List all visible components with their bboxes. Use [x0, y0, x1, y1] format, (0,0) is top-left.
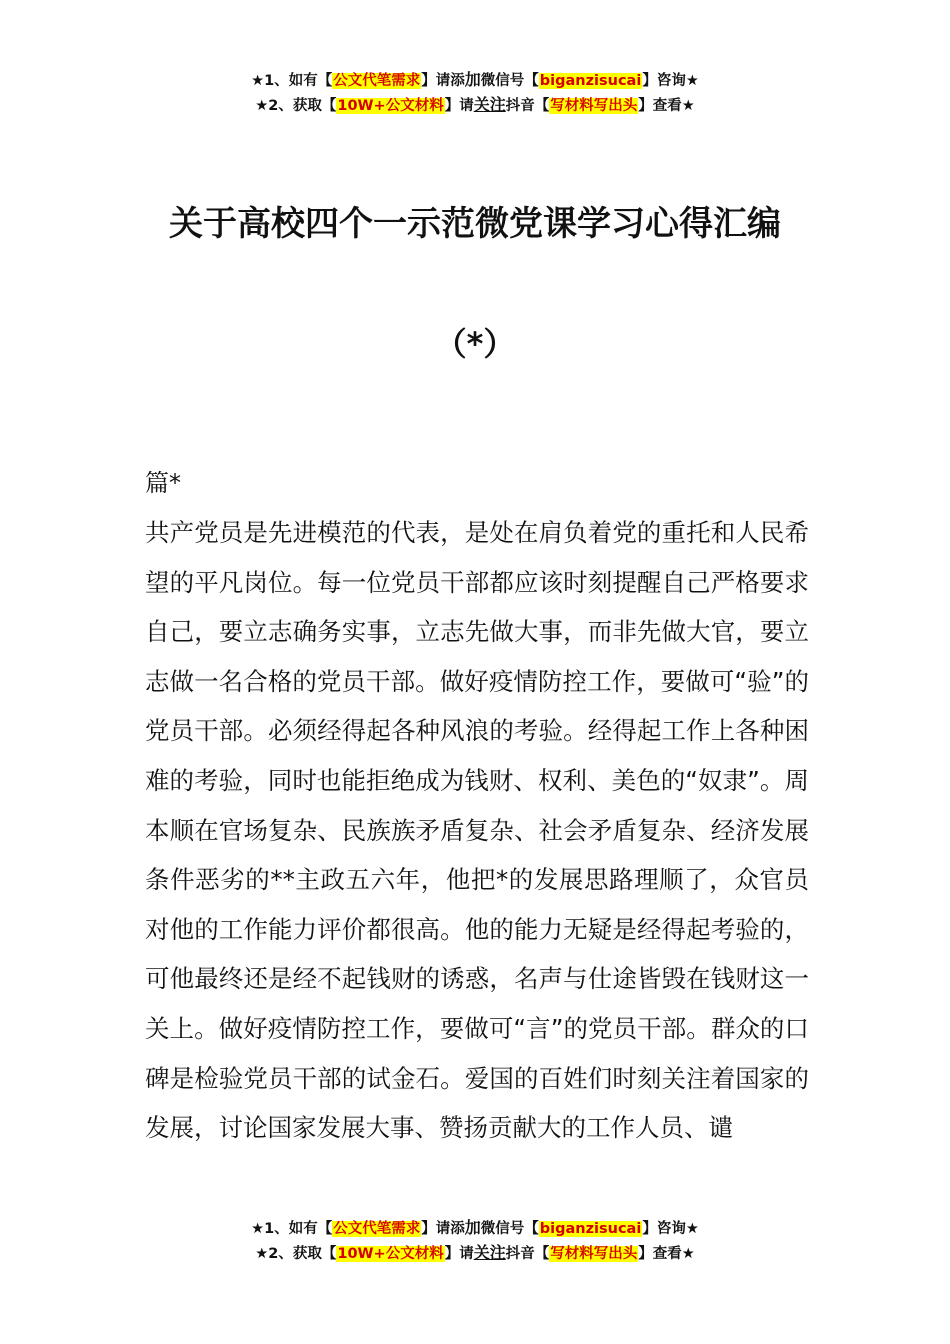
promo-banner-top — [0, 68, 950, 118]
promo-line-1 — [0, 1216, 950, 1241]
promo-text: 微信号【 — [480, 1221, 539, 1237]
promo-highlight-service: 公文代笔需求 — [333, 1221, 421, 1237]
promo-text: 关注 — [473, 95, 506, 114]
document-title: 关于高校四个一示范微党课学习心得汇编 — [169, 204, 781, 244]
promo-highlight-materials: 10W+公文材料 — [337, 1246, 444, 1262]
promo-text: 】咨询★ — [642, 1221, 699, 1237]
promo-line-2 — [0, 93, 950, 118]
promo-text: 】查看★ — [638, 1246, 695, 1262]
promo-line-2 — [0, 1241, 950, 1266]
promo-highlight-wechat-id: biganzisucai — [539, 1221, 642, 1237]
promo-text: 】请添 — [421, 1221, 465, 1237]
promo-text: ★1、如有【 — [251, 73, 333, 89]
promo-text: 】请 — [444, 98, 474, 114]
promo-text: 】请 — [444, 1246, 474, 1262]
promo-text: 关注 — [473, 1243, 506, 1262]
promo-text: 抖音【 — [505, 1246, 550, 1262]
section-heading: 篇* — [145, 469, 181, 497]
promo-banner-bottom — [0, 1216, 950, 1266]
document-subtitle: （*） — [434, 325, 516, 363]
promo-highlight-wechat-id: biganzisucai — [539, 73, 642, 89]
promo-text: ★2、获取【 — [255, 98, 337, 114]
promo-text: 抖音【 — [505, 98, 550, 114]
promo-text: 加 — [464, 1218, 481, 1237]
promo-highlight-service: 公文代笔需求 — [333, 73, 421, 89]
promo-highlight-douyin-id: 写材料写出头 — [550, 98, 638, 114]
promo-text: 】请添 — [421, 73, 465, 89]
body-paragraph: 共产党员是先进模范的代表，是处在肩负着党的重托和人民希望的平凡岗位。每一位党员干部都应该时刻提醒自己严格要求自己，要立志确务实事，立志先做大事，而非先做大官，要立志做一名合格的党员干部。做好疫情防控工作，要做可“验”的党员干部。必须经得起各种风浪的考验。经得起工作上各种困难的考验，同时也能拒绝成为钱财、权利、美色的“奴隶”。周本顺在官场复杂、民族族矛盾复杂、社会矛盾复杂、经济发展条件恶劣的**主政五六年，他把*的发展思路理顺了，众官员对他的工作能力评价都很高。他的能力无疑是经得起考验的，可他最终还是经不起钱财的诱惑，名声与仕途皆毁在钱财这一关上。做好疫情防控工作，要做可“言”的党员干部。群众的口碑是检验党员干部的试金石。爱国的百姓们时刻关注着国家的发展，讨论国家发展大事、赞扬贡献大的工作人员、谴 — [145, 518, 809, 1143]
promo-highlight-materials: 10W+公文材料 — [337, 98, 444, 114]
body-text — [145, 508, 809, 1153]
promo-text: ★1、如有【 — [251, 1221, 333, 1237]
promo-highlight-douyin-id: 写材料写出头 — [550, 1246, 638, 1262]
promo-text: 加 — [464, 70, 481, 89]
promo-text: 】查看★ — [638, 98, 695, 114]
promo-line-1 — [0, 68, 950, 93]
promo-text: 微信号【 — [480, 73, 539, 89]
promo-text: ★2、获取【 — [255, 1246, 337, 1262]
promo-text: 】咨询★ — [642, 73, 699, 89]
